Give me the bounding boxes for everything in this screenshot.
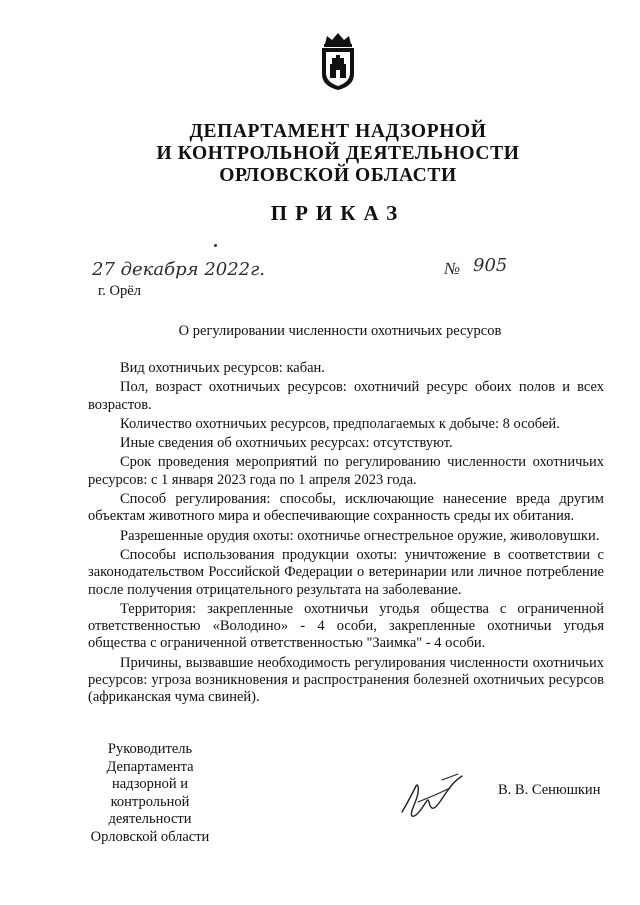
- signer-position-line: Руководитель: [107, 741, 193, 757]
- signer-position: [88, 741, 212, 846]
- signer-position-line: Орловской области: [90, 828, 210, 845]
- document-date: 27 декабря 2022г.: [92, 259, 265, 280]
- body-paragraph: Территория: закрепленные охотничьи угодья общества с ограниченной ответственностью «Володино» - 4 особи, закрепленные охотничьи угодья общества с ограниченной ответственностью "Заимка" - 4 особи.: [88, 600, 604, 652]
- document-city: г. Орёл: [98, 283, 141, 299]
- body-paragraph: Количество охотничьих ресурсов, предполагаемых к добыче: 8 особей.: [120, 415, 560, 432]
- body-paragraph: Вид охотничьих ресурсов: кабан.: [120, 360, 325, 376]
- body-paragraph: Причины, вызвавшие необходимость регулирования численности охотничьих ресурсов: угроза возникновения и распространения болезней охотничьих ресурсов (африканская чума свиней).: [88, 654, 604, 706]
- document-type-title: ПРИКАЗ: [270, 201, 406, 225]
- department-name-line-3: ОРЛОВСКОЙ ОБЛАСТИ: [219, 165, 457, 186]
- orel-oblast-coat-of-arms-icon: [316, 30, 360, 92]
- department-name-line-2: И КОНТРОЛЬНОЙ ДЕЯТЕЛЬНОСТИ: [156, 143, 520, 164]
- handwritten-signature-icon: [398, 772, 468, 822]
- signer-position-line: надзорной и: [111, 776, 189, 792]
- signer-name: В. В. Сенюшкин: [498, 782, 601, 798]
- number-sign: №: [444, 259, 461, 278]
- document-number: 905: [473, 255, 508, 276]
- document-body: [88, 360, 604, 709]
- ink-dot: [214, 244, 217, 247]
- signer-position-line: контрольной: [110, 793, 190, 810]
- department-name-line-1: ДЕПАРТАМЕНТ НАДЗОРНОЙ: [189, 121, 487, 142]
- body-paragraph: Способ регулирования: способы, исключающие нанесение вреда другим объектам животного мира и обеспечивающие сохранность среды их обитания.: [88, 491, 604, 525]
- body-paragraph: Пол, возраст охотничьих ресурсов: охотничий ресурс обоих полов и всех возрастов.: [88, 379, 604, 413]
- document-subject: О регулировании численности охотничьих ресурсов: [178, 323, 502, 339]
- body-paragraph: Разрешенные орудия охоты: охотничье огнестрельное оружие, живоловушки.: [120, 527, 600, 544]
- body-paragraph: Иные сведения об охотничьих ресурсах: отсутствуют.: [120, 435, 453, 452]
- body-paragraph: Срок проведения мероприятий по регулированию численности охотничьих ресурсов: с 1 января 2023 года по 1 апреля 2023 года.: [88, 454, 604, 488]
- signer-position-line: Департамента: [106, 758, 194, 775]
- signer-position-line: деятельности: [108, 811, 192, 827]
- body-paragraph: Способы использования продукции охоты: уничтожение в соответствии с законодательством Российской Федерации о ветеринарии или личное потребление после получения отрицательного результата на заболевание.: [88, 546, 604, 598]
